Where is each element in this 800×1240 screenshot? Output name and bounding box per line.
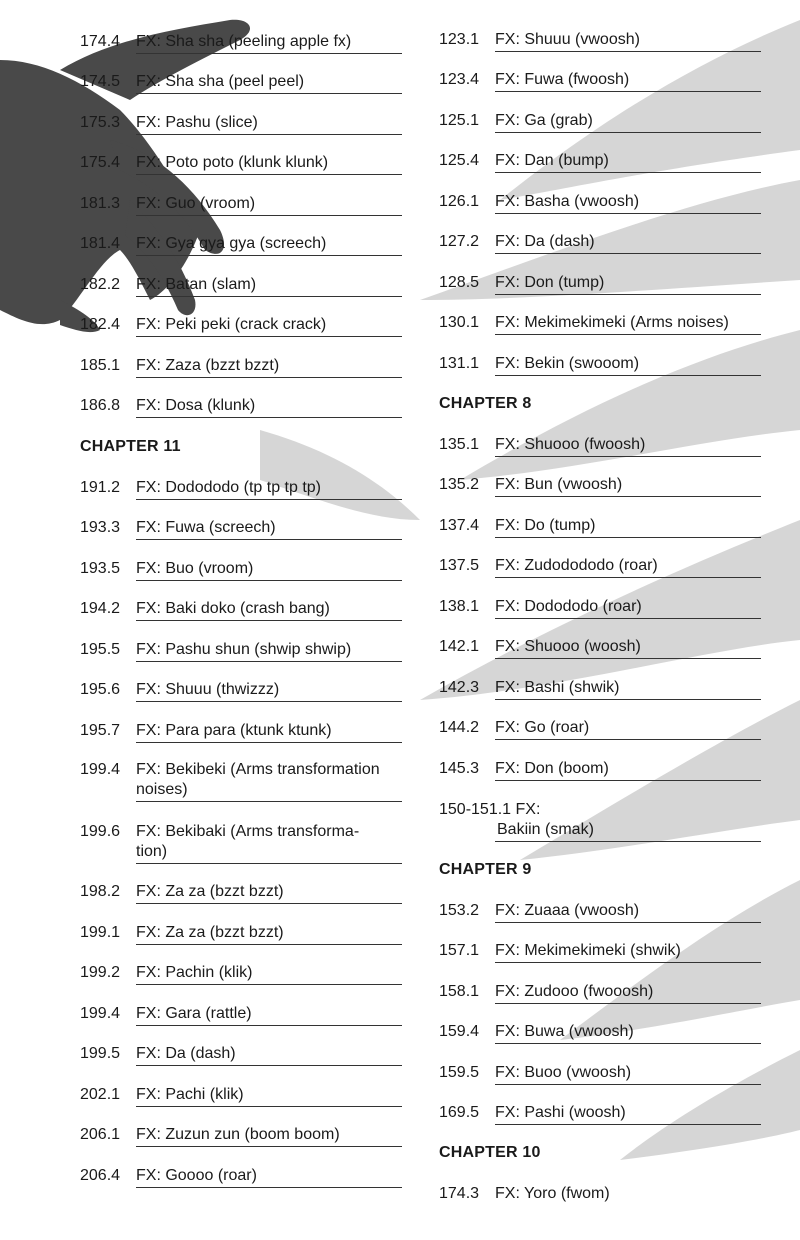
fx-text: FX: Ga (grab) [495,112,593,129]
underline-rule [136,1025,402,1026]
fx-text: FX: Baki doko (crash bang) [136,600,330,617]
page-panel-number: 181.4 [80,235,121,252]
page-panel-number: 123.1 [439,31,480,48]
page-panel-number: 206.1 [80,1126,121,1143]
page-panel-number: 195.5 [80,641,121,658]
fx-text: FX: Batan (slam) [136,276,257,293]
fx-text: FX: Gya gya gya (screech) [136,235,327,252]
underline-rule [495,375,761,376]
page-panel-number: 150-151.1 FX: [439,801,541,818]
page-panel-number: 199.1 [80,924,121,941]
fx-text: FX: Zuzun zun (boom boom) [136,1126,340,1143]
fx-text: FX: Fuwa (screech) [136,519,276,536]
underline-rule [495,841,761,842]
fx-text: FX: Bekin (swooom) [495,355,640,372]
underline-rule [495,618,761,619]
fx-text: FX: Mekimekimeki (Arms noises) [495,314,729,331]
underline-rule [495,658,761,659]
page-panel-number: 202.1 [80,1086,121,1103]
underline-rule [136,93,402,94]
fx-text: FX: Zaza (bzzt bzzt) [136,357,280,374]
underline-rule [495,172,761,173]
underline-rule [136,1146,402,1147]
underline-rule [136,377,402,378]
fx-text: FX: Mekimekimeki (shwik) [495,942,681,959]
underline-rule [136,296,402,297]
page-panel-number: 125.1 [439,112,480,129]
fx-text: FX: Dodododo (roar) [495,598,642,615]
fx-text: FX: Za za (bzzt bzzt) [136,924,284,941]
underline-rule [495,456,761,457]
fx-text: FX: Do (tump) [495,517,596,534]
fx-text: FX: Sha sha (peel peel) [136,73,305,90]
page-panel-number: 182.4 [80,316,121,333]
page-panel-number: 174.3 [439,1185,480,1202]
fx-text: FX: Dosa (klunk) [136,397,256,414]
page-panel-number: 157.1 [439,942,480,959]
fx-text: FX: Pashi (woosh) [495,1104,626,1121]
page-panel-number: 159.4 [439,1023,480,1040]
chapter-heading: CHAPTER 10 [439,1144,541,1161]
page-panel-number: 199.6 [80,823,121,840]
fx-text: FX: Don (boom) [495,760,609,777]
underline-rule [136,336,402,337]
page-panel-number: 182.2 [80,276,121,293]
fx-text: FX: Za za (bzzt bzzt) [136,883,284,900]
page-panel-number: 135.2 [439,476,480,493]
fx-text: FX: Shuuu (thwizzz) [136,681,280,698]
fx-text: FX: Zudooo (fwooosh) [495,983,654,1000]
page-panel-number: 153.2 [439,902,480,919]
page-panel-number: 123.4 [439,71,480,88]
fx-text: FX: Peki peki (crack crack) [136,316,327,333]
underline-rule [136,701,402,702]
page-panel-number: 199.4 [80,1005,121,1022]
fx-text: FX: Buwa (vwoosh) [495,1023,634,1040]
page-panel-number: 206.4 [80,1167,121,1184]
page-panel-number: 199.2 [80,964,121,981]
underline-rule [495,334,761,335]
page-panel-number: 142.1 [439,638,480,655]
underline-rule [495,537,761,538]
underline-rule [136,580,402,581]
fx-text: FX: Da (dash) [136,1045,236,1062]
page-panel-number: 126.1 [439,193,480,210]
page-panel-number: 175.4 [80,154,121,171]
page-panel-number: 193.5 [80,560,121,577]
chapter-heading: CHAPTER 8 [439,395,532,412]
fx-text: FX: Da (dash) [495,233,595,250]
page-panel-number: 175.3 [80,114,121,131]
underline-rule [136,1187,402,1188]
page-panel-number: 131.1 [439,355,480,372]
underline-rule [495,577,761,578]
underline-rule [136,661,402,662]
underline-rule [495,253,761,254]
fx-text: FX: Bekibeki (Arms transformation noises) [136,761,380,798]
fx-text: FX: Shuuu (vwoosh) [495,31,640,48]
page-panel-number: 127.2 [439,233,480,250]
underline-rule [495,91,761,92]
underline-rule [136,1065,402,1066]
fx-text: FX: Pachi (klik) [136,1086,244,1103]
page-panel-number: 193.3 [80,519,121,536]
page-panel-number: 144.2 [439,719,480,736]
underline-rule [495,1043,761,1044]
fx-text: FX: Goooo (roar) [136,1167,257,1184]
page-panel-number: 186.8 [80,397,121,414]
page-panel-number: 138.1 [439,598,480,615]
page-panel-number: 125.4 [439,152,480,169]
fx-text: FX: Pachin (klik) [136,964,253,981]
underline-rule [495,294,761,295]
page-panel-number: 185.1 [80,357,121,374]
fx-text: FX: Pashu (slice) [136,114,258,131]
fx-text: FX: Para para (ktunk ktunk) [136,722,332,739]
underline-rule [495,213,761,214]
fx-text: FX: Don (tump) [495,274,605,291]
page-panel-number: 145.3 [439,760,480,777]
underline-rule [495,132,761,133]
fx-text: FX: Pashu shun (shwip shwip) [136,641,352,658]
underline-rule [136,499,402,500]
fx-text: FX: Dan (bump) [495,152,609,169]
page-panel-number: 198.2 [80,883,121,900]
page-panel-number: 159.5 [439,1064,480,1081]
page-panel-number: 191.2 [80,479,121,496]
underline-rule [136,620,402,621]
fx-text: FX: Poto poto (klunk klunk) [136,154,329,171]
underline-rule [136,984,402,985]
fx-text: FX: Buoo (vwoosh) [495,1064,632,1081]
underline-rule [136,903,402,904]
fx-text: FX: Guo (vroom) [136,195,256,212]
underline-rule [495,922,761,923]
fx-text: FX: Sha sha (peeling apple fx) [136,33,352,50]
underline-rule [136,944,402,945]
underline-rule [136,417,402,418]
page-panel-number: 130.1 [439,314,480,331]
underline-rule [136,174,402,175]
page-panel-number: 174.5 [80,73,121,90]
page-panel-number: 174.4 [80,33,121,50]
chapter-heading: CHAPTER 9 [439,861,532,878]
underline-rule [136,255,402,256]
underline-rule [136,134,402,135]
fx-text: FX: Buo (vroom) [136,560,254,577]
page-panel-number: 194.2 [80,600,121,617]
fx-text: FX: Fuwa (fwoosh) [495,71,630,88]
fx-text: FX: Yoro (fwom) [495,1185,610,1202]
fx-text: FX: Gara (rattle) [136,1005,252,1022]
fx-text: FX: Shuooo (woosh) [495,638,641,655]
page-panel-number: 195.7 [80,722,121,739]
underline-rule [136,863,402,864]
fx-text: FX: Zuaaa (vwoosh) [495,902,640,919]
page-panel-number: 199.5 [80,1045,121,1062]
fx-text: FX: Bun (vwoosh) [495,476,623,493]
page-panel-number: 135.1 [439,436,480,453]
page-panel-number: 128.5 [439,274,480,291]
underline-rule [495,780,761,781]
underline-rule [495,1003,761,1004]
page-panel-number: 137.5 [439,557,480,574]
chapter-heading: CHAPTER 11 [80,438,181,455]
underline-rule [495,51,761,52]
underline-rule [495,496,761,497]
underline-rule [136,742,402,743]
page-panel-number: 158.1 [439,983,480,1000]
fx-text: FX: Go (roar) [495,719,590,736]
underline-rule [136,539,402,540]
underline-rule [495,1124,761,1125]
fx-text: FX: Zudodododo (roar) [495,557,658,574]
page-panel-number: 195.6 [80,681,121,698]
underline-rule [136,801,402,802]
fx-text: Bakiin (smak) [497,821,594,838]
fx-text: FX: Bashi (shwik) [495,679,620,696]
underline-rule [136,215,402,216]
underline-rule [136,53,402,54]
fx-text: FX: Basha (vwoosh) [495,193,640,210]
page-panel-number: 199.4 [80,761,121,778]
underline-rule [495,699,761,700]
underline-rule [136,1106,402,1107]
underline-rule [495,1084,761,1085]
page-panel-number: 169.5 [439,1104,480,1121]
fx-text: FX: Dodododo (tp tp tp tp) [136,479,321,496]
page-panel-number: 181.3 [80,195,121,212]
underline-rule [495,962,761,963]
page-panel-number: 137.4 [439,517,480,534]
page-panel-number: 142.3 [439,679,480,696]
fx-text: FX: Shuooo (fwoosh) [495,436,646,453]
fx-text: FX: Bekibaki (Arms transforma- tion) [136,823,360,860]
underline-rule [495,739,761,740]
